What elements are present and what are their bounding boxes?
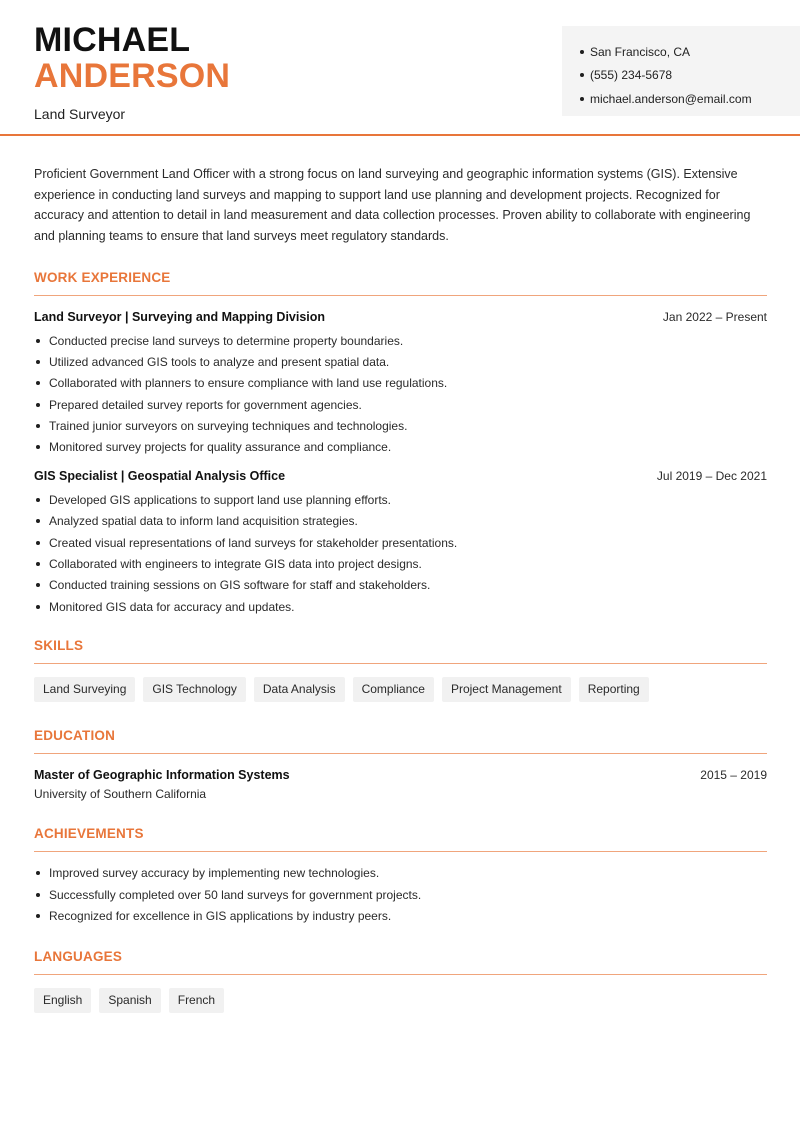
list-item-text: Monitored GIS data for accuracy and updates. xyxy=(49,599,295,614)
list-item xyxy=(34,905,767,926)
bullet-icon xyxy=(36,403,40,407)
list-item xyxy=(34,863,767,884)
job-header xyxy=(34,469,767,483)
bullet-icon xyxy=(36,424,40,428)
list-item-text: Collaborated with planners to ensure compliance with land use regulations. xyxy=(49,376,448,391)
list-item xyxy=(34,553,767,574)
list-item-text: Prepared detailed survey reports for government agencies. xyxy=(49,397,362,412)
contact-box xyxy=(562,26,800,116)
skills-tags xyxy=(34,677,767,702)
list-item xyxy=(34,596,767,617)
list-item-text: Collaborated with engineers to integrate GIS data into project designs. xyxy=(49,557,422,572)
skills-section xyxy=(34,638,767,702)
list-item-text: Conducted training sessions on GIS software for staff and stakeholders. xyxy=(49,578,431,593)
skill-tag: Data Analysis xyxy=(254,677,345,702)
achievements-list xyxy=(34,863,767,927)
education-header xyxy=(34,768,767,782)
bullet-icon xyxy=(36,381,40,385)
list-item xyxy=(34,394,767,415)
degree: Master of Geographic Information Systems xyxy=(34,767,290,782)
list-item-text: Improved survey accuracy by implementing new technologies. xyxy=(49,866,380,881)
education-dates: 2015 – 2019 xyxy=(700,767,767,782)
section-title-languages: LANGUAGES xyxy=(34,949,767,975)
bullet-icon xyxy=(580,73,584,77)
job-heading: Land Surveyor | Surveying and Mapping Division xyxy=(34,309,326,324)
bullet-icon xyxy=(36,562,40,566)
education-section xyxy=(34,728,767,801)
skill-tag: Project Management xyxy=(442,677,571,702)
resume-content xyxy=(34,164,767,1013)
contact-location-text: San Francisco, CA xyxy=(590,44,691,59)
skill-tag: GIS Technology xyxy=(143,677,246,702)
bullet-icon xyxy=(36,871,40,875)
job-header xyxy=(34,310,767,324)
list-item-text: Conducted precise land surveys to determine property boundaries. xyxy=(49,333,404,348)
languages-tags xyxy=(34,988,767,1013)
list-item xyxy=(34,330,767,351)
contact-phone xyxy=(580,64,800,88)
skill-tag: Compliance xyxy=(353,677,434,702)
section-title-work: WORK EXPERIENCE xyxy=(34,270,767,296)
skill-tag: Reporting xyxy=(579,677,649,702)
bullet-icon xyxy=(36,583,40,587)
job-entry xyxy=(34,469,767,617)
achievements-section xyxy=(34,826,767,927)
job-entry xyxy=(34,310,767,458)
name-block xyxy=(34,22,230,122)
language-tag: Spanish xyxy=(99,988,160,1013)
job-bullets xyxy=(34,489,767,617)
list-item xyxy=(34,415,767,436)
first-name: MICHAEL xyxy=(34,21,191,59)
bullet-icon xyxy=(36,605,40,609)
list-item-text: Utilized advanced GIS tools to analyze and present spatial data. xyxy=(49,354,390,369)
languages-section xyxy=(34,949,767,1013)
section-title-skills: SKILLS xyxy=(34,638,767,664)
bullet-icon xyxy=(580,97,584,101)
list-item-text: Created visual representations of land surveys for stakeholder presentations. xyxy=(49,535,458,550)
work-experience-section xyxy=(34,270,767,618)
language-tag: English xyxy=(34,988,91,1013)
job-heading: GIS Specialist | Geospatial Analysis Office xyxy=(34,469,286,484)
list-item xyxy=(34,511,767,532)
section-title-achievements: ACHIEVEMENTS xyxy=(34,826,767,852)
list-item xyxy=(34,575,767,596)
list-item-text: Trained junior surveyors on surveying techniques and technologies. xyxy=(49,419,408,434)
list-item xyxy=(34,489,767,510)
bullet-icon xyxy=(36,519,40,523)
bullet-icon xyxy=(36,914,40,918)
contact-email-text: michael.anderson@email.com xyxy=(590,91,752,106)
bullet-icon xyxy=(36,498,40,502)
bullet-icon xyxy=(36,893,40,897)
list-item xyxy=(34,351,767,372)
language-tag: French xyxy=(169,988,224,1013)
bullet-icon xyxy=(36,445,40,449)
bullet-icon xyxy=(36,339,40,343)
job-dates: Jan 2022 – Present xyxy=(662,309,767,324)
list-item-text: Analyzed spatial data to inform land acquisition strategies. xyxy=(49,514,358,529)
skill-tag: Land Surveying xyxy=(34,677,135,702)
bullet-icon xyxy=(36,541,40,545)
list-item xyxy=(34,373,767,394)
list-item-text: Developed GIS applications to support land use planning efforts. xyxy=(49,492,391,507)
list-item-text: Monitored survey projects for quality assurance and compliance. xyxy=(49,440,392,455)
job-bullets xyxy=(34,330,767,458)
contact-location xyxy=(580,40,800,64)
summary: Proficient Government Land Officer with a strong focus on land surveying and geographic information systems (GIS). Extensive experience in conducting land surveys and mapping to support land use planning and development projects. Recognized for accuracy and attention to detail in land measurement and data collection processes. Proven ability to collaborate with engineering and planning teams to ensure that land surveys meet regulatory standards. xyxy=(34,167,751,244)
list-item xyxy=(34,437,767,458)
job-title: Land Surveyor xyxy=(34,106,126,122)
list-item xyxy=(34,532,767,553)
contact-phone-text: (555) 234-5678 xyxy=(590,68,673,83)
list-item-text: Recognized for excellence in GIS applications by industry peers. xyxy=(49,908,392,923)
contact-email xyxy=(580,87,800,111)
education-entry xyxy=(34,768,767,801)
section-title-education: EDUCATION xyxy=(34,728,767,754)
resume-header xyxy=(0,0,800,136)
last-name: ANDERSON xyxy=(34,57,231,95)
bullet-icon xyxy=(36,360,40,364)
bullet-icon xyxy=(580,50,584,54)
school: University of Southern California xyxy=(34,786,207,801)
list-item xyxy=(34,884,767,905)
job-dates: Jul 2019 – Dec 2021 xyxy=(656,469,767,484)
list-item-text: Successfully completed over 50 land surveys for government projects. xyxy=(49,887,422,902)
